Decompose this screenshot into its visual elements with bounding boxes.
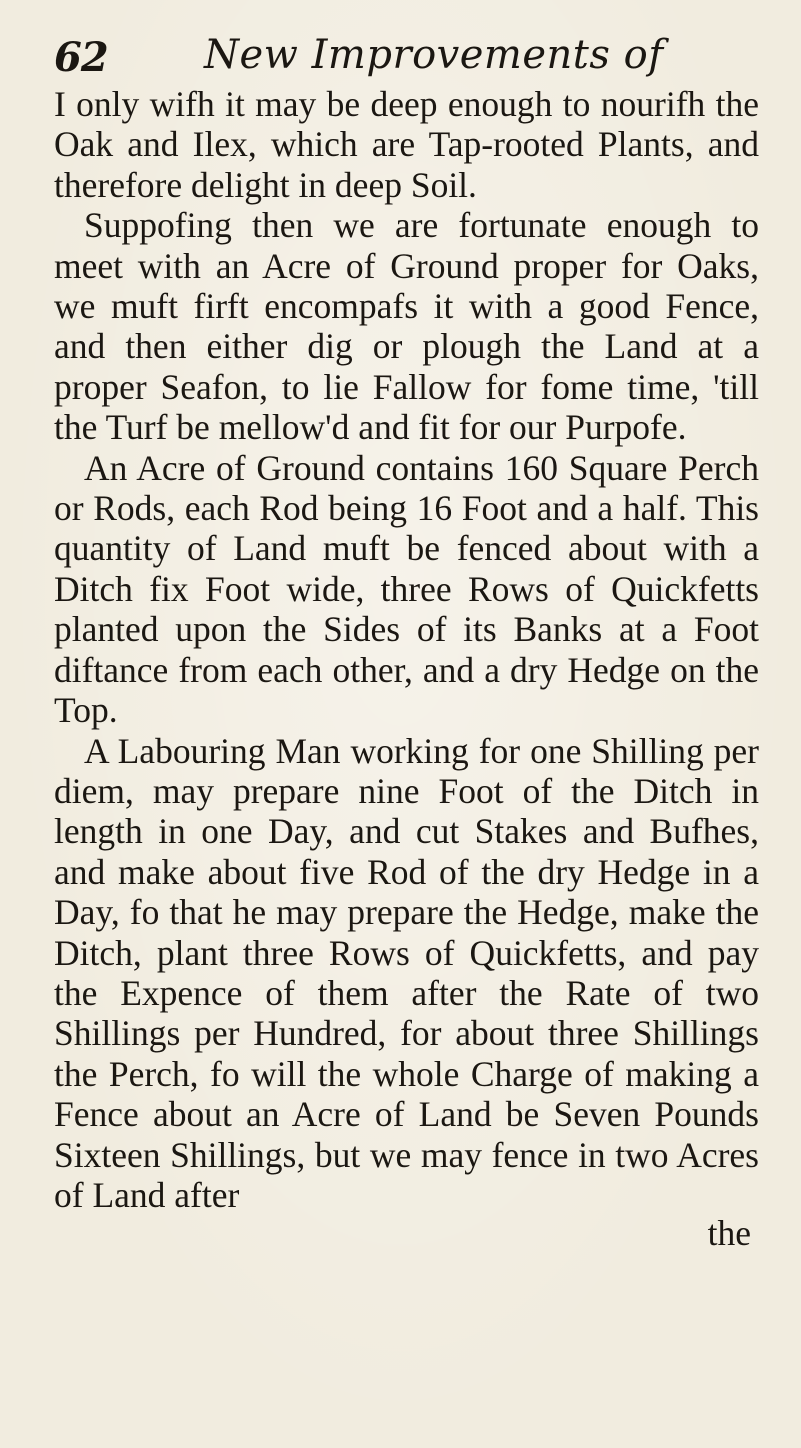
paragraph-2: Suppofing then we are fortunate enough to meet with an Acre of Ground proper for Oaks, we muft firft encompafs it with a good Fence, and then either dig or plough the Land at a proper Seafon, to lie Fallow for fome time, 'till the Turf be mellow'd and fit for our Purpofe. xyxy=(54,205,759,448)
running-title: New Improvements of xyxy=(204,32,664,78)
page-header xyxy=(54,26,759,84)
catchword: the xyxy=(707,1213,751,1254)
body-text xyxy=(54,84,759,1215)
paragraph-4: A Labouring Man working for one Shilling per diem, may prepare nine Foot of the Ditch in length in one Day, and cut Stakes and Bufhes, and make about five Rod of the dry Hedge in a Day, fo that he may prepare the Hedge, make the Ditch, plant three Rows of Quickfetts, and pay the Expence of them after the Rate of two Shillings per Hundred, for about three Shillings the Perch, fo will the whole Charge of making a Fence about an Acre of Land be Seven Pounds Sixteen Shillings, but we may fence in two Acres of Land after xyxy=(54,730,759,1215)
paragraph-1: I only wifh it may be deep enough to nourifh the Oak and Ilex, which are Tap-rooted Plants, and therefore delight in deep Soil. xyxy=(54,84,759,205)
page-number: 62 xyxy=(54,34,108,81)
paragraph-3: An Acre of Ground contains 160 Square Perch or Rods, each Rod being 16 Foot and a half. This quantity of Land muft be fenced about with a Ditch fix Foot wide, three Rows of Quickfetts planted upon the Sides of its Banks at a Foot diftance from each other, and a dry Hedge on the Top. xyxy=(54,447,759,731)
